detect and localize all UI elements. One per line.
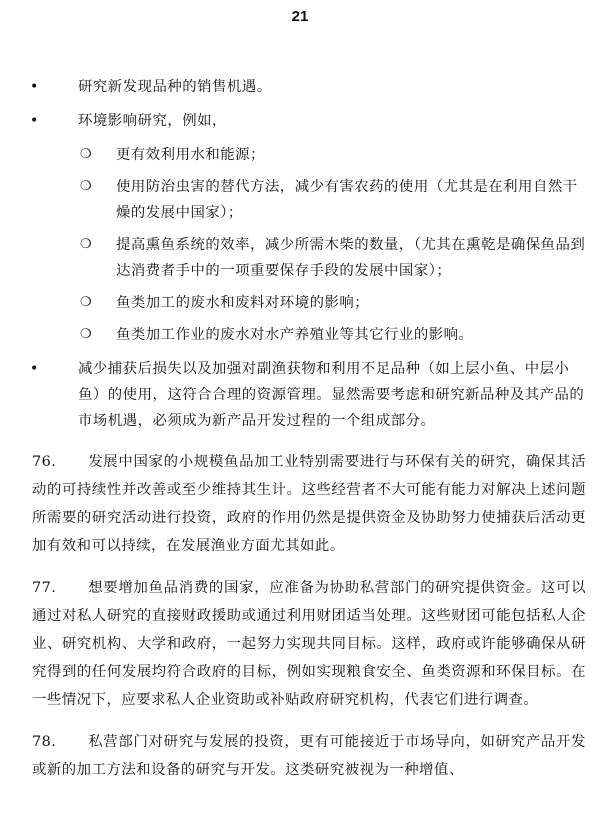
bullet-item-sales-opportunities <box>0 74 600 100</box>
paragraph-number: 77. <box>32 580 57 596</box>
hollow-circle-bullet-icon: ❍ <box>80 237 93 252</box>
paragraph-number: 76. <box>32 454 57 470</box>
bullet-dot-icon: • <box>30 361 39 377</box>
bullet-item-environmental-research <box>0 108 600 134</box>
hollow-circle-bullet-icon: ❍ <box>80 147 93 162</box>
document-body <box>0 74 600 784</box>
bullet-text: 环境影响研究，例如， <box>78 113 227 129</box>
bullet-text: 减少捕获后损失以及加强对副渔获物和利用不足品种（如上层小鱼、中层小鱼）的使用，这符合合理的资源管理。显然需要考虑和研究新品种及其产品的市场机遇，必须成为新产品开发过程的一个组成部分。 <box>78 361 585 429</box>
sub-item-pest-control <box>0 174 600 226</box>
sub-item-text: 提高熏鱼系统的效率，减少所需木柴的数量，（尤其在熏乾是确保鱼品到达消费者手中的一项重要保存手段的发展中国家）； <box>116 237 586 279</box>
paragraph-77 <box>0 574 600 714</box>
sub-item-text: 使用防治虫害的替代方法，减少有害农药的使用（尤其是在利用自然干燥的发展中国家）； <box>116 179 578 221</box>
bullet-text: 研究新发现品种的销售机遇。 <box>78 79 272 95</box>
paragraph-76 <box>0 448 600 560</box>
paragraph-text: 私营部门对研究与发展的投资，更有可能接近于市场导向，如研究产品开发或新的加工方法和设备的研究与开发。这类研究被视为一种增值、 <box>32 734 586 778</box>
page-number: 21 <box>291 8 309 25</box>
paragraph-text: 发展中国家的小规模鱼品加工业特别需要进行与环保有关的研究，确保其活动的可持续性并改善或至少维持其生计。这些经营者不大可能有能力对解决上述问题所需要的研究活动进行投资，政府的作用仍然是提供资金及协助努力使捕获后活动更加有效和可以持续，在发展渔业方面尤其如此。 <box>32 454 586 554</box>
sub-item-aquaculture-impact <box>0 322 600 348</box>
bullet-dot-icon: • <box>30 79 39 95</box>
sub-item-wastewater-impact <box>0 290 600 316</box>
paragraph-text: 想要增加鱼品消费的国家，应准备为协助私营部门的研究提供资金。这可以通过对私人研究的直接财政援助或通过利用财团适当处理。这些财团可能包括私人企业、研究机构、大学和政府，一起努力实现共同目标。这样，政府或许能够确保从研究得到的任何发展均符合政府的目标，例如实现粮食安全、鱼类资源和环保目标。在一些情况下，应要求私人企业资助或补贴政府研究机构，代表它们进行调查。 <box>32 580 586 708</box>
sub-item-water-energy <box>0 142 600 168</box>
sub-item-text: 鱼类加工的废水和废料对环境的影响； <box>116 295 370 311</box>
bullet-dot-icon: • <box>30 113 39 129</box>
bullet-item-reduce-losses <box>0 356 600 434</box>
sub-item-text: 更有效利用水和能源； <box>116 147 265 163</box>
paragraph-number: 78. <box>32 734 57 750</box>
paragraph-78 <box>0 728 600 784</box>
sub-item-text: 鱼类加工作业的废水对水产养殖业等其它行业的影响。 <box>116 327 474 343</box>
hollow-circle-bullet-icon: ❍ <box>80 295 93 310</box>
hollow-circle-bullet-icon: ❍ <box>80 327 93 342</box>
sub-item-smoking-efficiency <box>0 232 600 284</box>
hollow-circle-bullet-icon: ❍ <box>80 179 93 194</box>
